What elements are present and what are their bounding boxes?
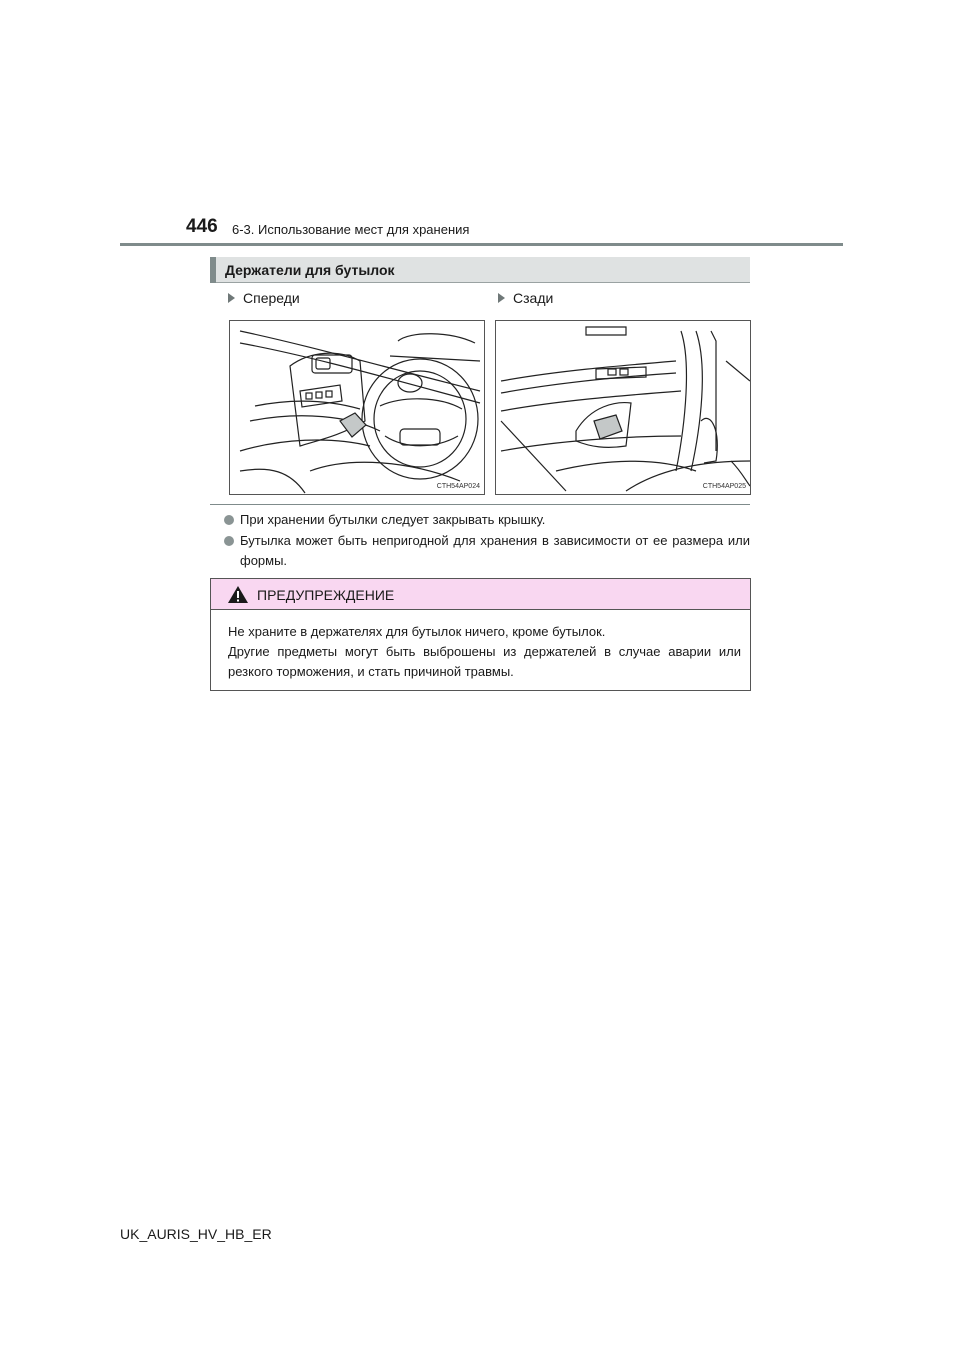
warning-body: [228, 622, 741, 682]
warning-box: [210, 578, 751, 691]
section-accent: [210, 257, 216, 283]
warning-line: Другие предметы могут быть выброшены из держателей в случае аварии или резкого торможения, и стать причиной травмы.: [228, 644, 741, 679]
subheading-front: [228, 289, 300, 307]
warning-line: Не храните в держателях для бутылок ничего, кроме бутылок.: [228, 624, 606, 639]
bullet-text: Бутылка может быть непригодной для хранения в зависимости от ее размера или формы.: [240, 533, 750, 568]
warning-header: [211, 579, 750, 610]
bullet-text: При хранении бутылки следует закрывать крышку.: [240, 512, 546, 527]
circle-bullet-icon: [224, 515, 234, 525]
rear-bottle-holder-illustration: [495, 320, 751, 495]
triangle-bullet-icon: [498, 293, 505, 303]
header-divider: [120, 243, 843, 246]
front-bottle-holder-illustration: [229, 320, 485, 495]
figure-code-rear: CTH54AP025: [702, 483, 746, 490]
subheading-rear-label: Сзади: [513, 290, 554, 306]
figure-code-front: CTH54AP024: [436, 483, 480, 490]
triangle-bullet-icon: [228, 293, 235, 303]
warning-title: ПРЕДУПРЕЖДЕНИЕ: [257, 587, 395, 603]
document-code: UK_AURIS_HV_HB_ER: [120, 1226, 272, 1242]
chapter-title: 6-3. Использование мест для хранения: [232, 222, 470, 237]
circle-bullet-icon: [224, 536, 234, 546]
page-number: 446: [186, 216, 218, 237]
subheading-front-label: Спереди: [243, 290, 300, 306]
section-heading-bar: [210, 257, 750, 283]
subheading-rear: [498, 289, 553, 307]
section-title: Держатели для бутылок: [225, 262, 395, 278]
content-divider: [210, 504, 750, 505]
warning-triangle-icon: [227, 585, 249, 604]
